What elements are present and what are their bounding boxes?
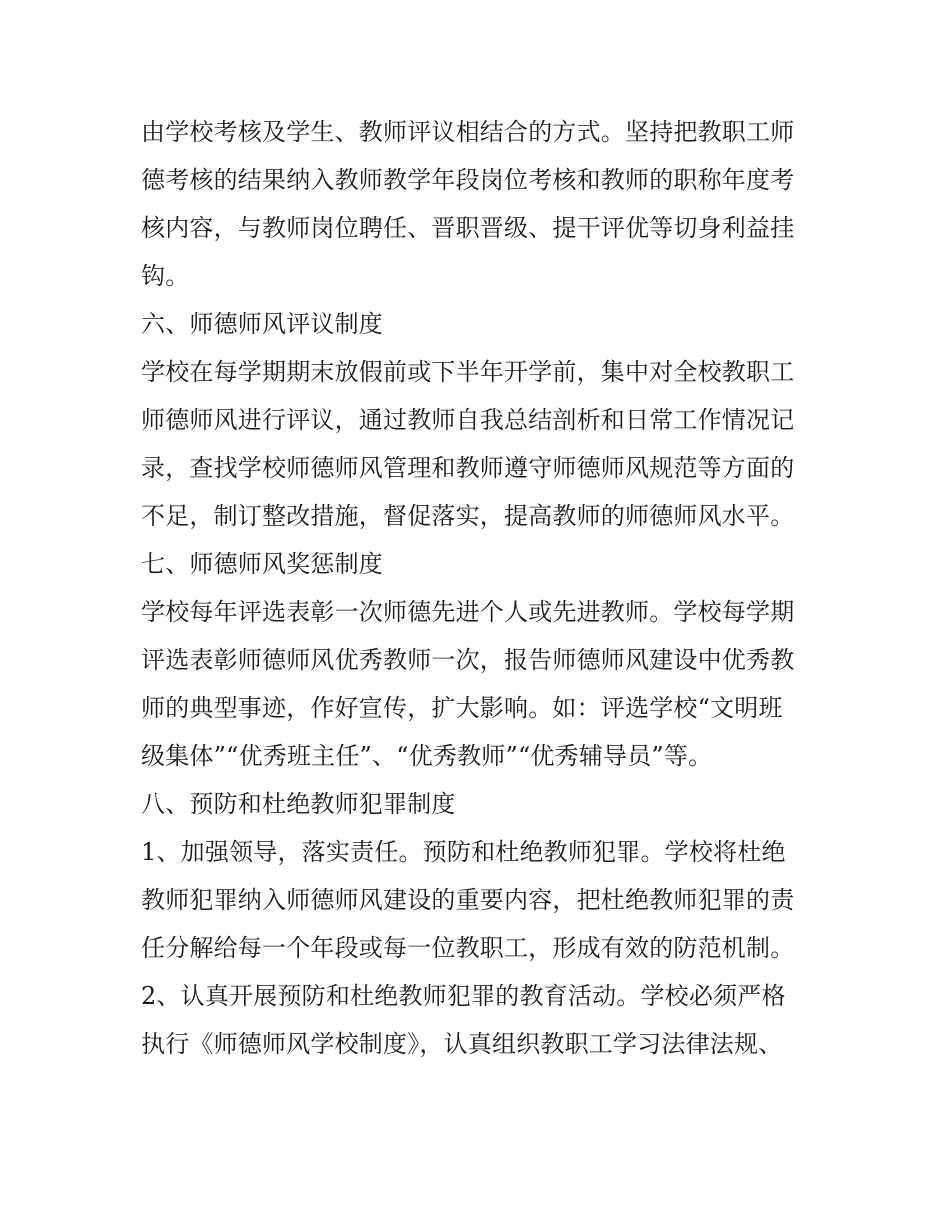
document-body [141,108,821,1068]
text-line: 师德师风进行评议，通过教师自我总结剖析和日常工作情况记 [141,406,795,434]
text-line: 教师犯罪纳入师德师风建设的重要内容，把杜绝教师犯罪的责 [141,886,795,914]
text-line: 学校每年评选表彰一次师德先进个人或先进教师。学校每学期 [141,598,795,626]
text-line: 师的典型事迹，作好宣传，扩大影响。如：评选学校“文明班 [141,694,783,722]
section-heading-6: 六、师德师风评议制度 [141,310,383,338]
section-heading-7: 七、师德师风奖惩制度 [141,550,383,578]
text-line: 核内容，与教师岗位聘任、晋职晋级、提干评优等切身利益挂 [141,214,795,242]
section-heading-8: 八、预防和杜绝教师犯罪制度 [141,790,456,818]
text-line: 德考核的结果纳入教师教学年段岗位考核和教师的职称年度考 [141,166,795,194]
text-line: 不足，制订整改措施，督促落实，提高教师的师德师风水平。 [141,502,795,530]
text-line: 由学校考核及学生、教师评议相结合的方式。坚持把教职工师 [141,118,795,146]
text-line: 级集体”“优秀班主任”、“优秀教师”“优秀辅导员”等。 [141,742,713,770]
text-line: 1、加强领导，落实责任。预防和杜绝教师犯罪。学校将杜绝 [141,838,786,866]
text-line: 2、认真开展预防和杜绝教师犯罪的教育活动。学校必须严格 [141,982,786,1010]
text-line: 评选表彰师德师风优秀教师一次，报告师德师风建设中优秀教 [141,646,795,674]
text-line: 任分解给每一个年段或每一位教职工，形成有效的防范机制。 [141,934,795,962]
text-line: 钩。 [141,262,190,290]
text-line: 学校在每学期期末放假前或下半年开学前，集中对全校教职工 [141,358,795,386]
text-line: 录，查找学校师德师风管理和教师遵守师德师风规范等方面的 [141,454,795,482]
text-line: 执行《师德师风学校制度》，认真组织教职工学习法律法规、 [141,1030,783,1058]
